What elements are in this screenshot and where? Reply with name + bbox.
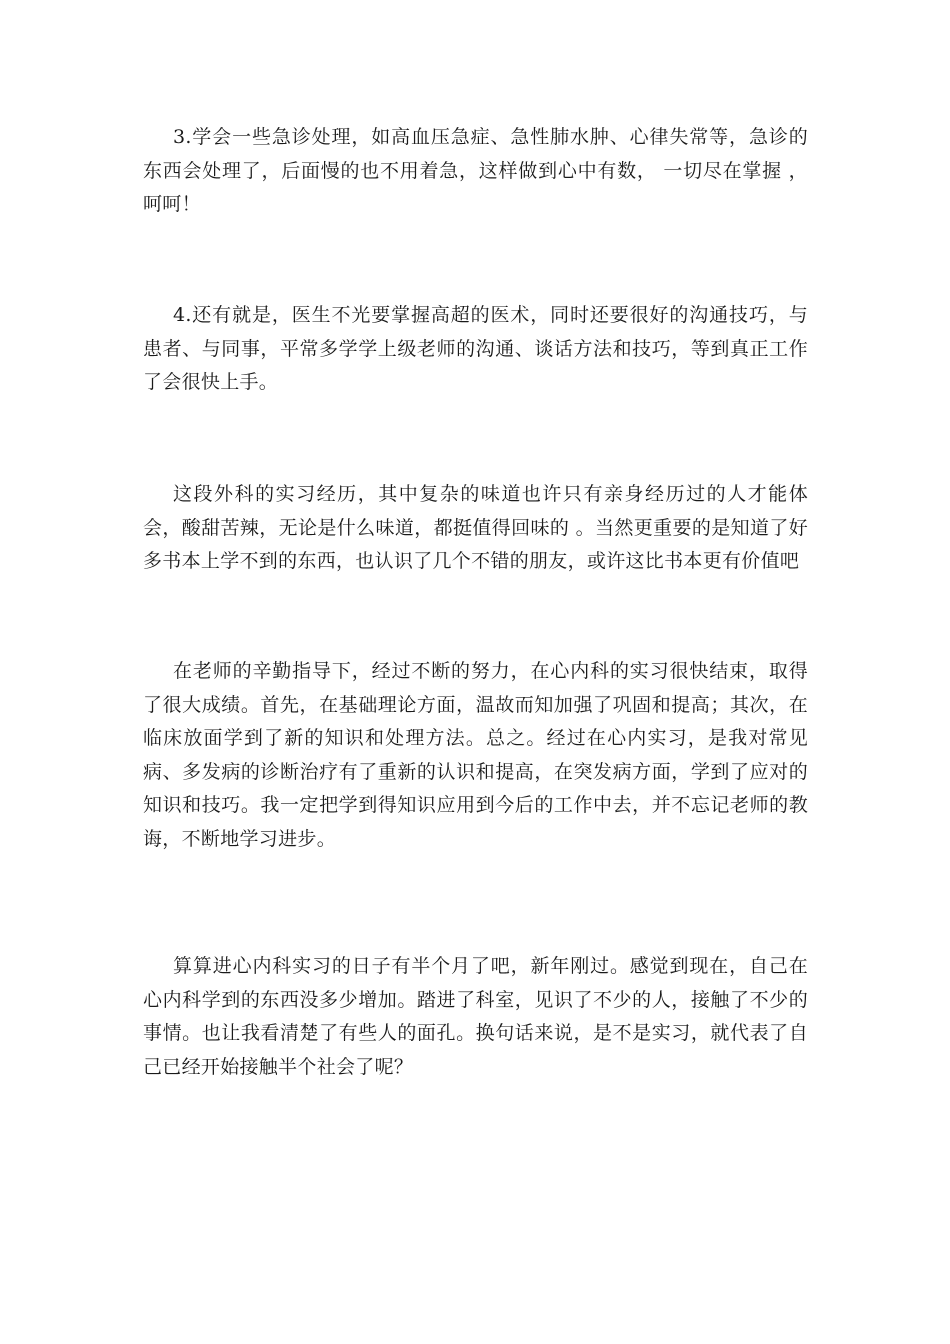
paragraph-cardiology-summary: 在老师的辛勤指导下，经过不断的努力，在心内科的实习很快结束，取得了很大成绩。首先，在基础理论方面，温故而知加强了巩固和提高；其次，在临床放面学到了新的知识和处理方法。总之。经过在心内实习，是我对常见病、多发病的诊断治疗有了重新的认识和提高，在突发病方面，学到了应对的知识和技巧。我一定把学到得知识应用到今后的工作中去，并不忘记老师的教诲，不断地学习进步。 [143, 660, 808, 850]
paragraph-surgery-experience: 这段外科的实习经历，其中复杂的味道也许只有亲身经历过的人才能体会，酸甜苦辣，无论是什么味道，都挺值得回味的 。当然更重要的是知道了好多书本上学不到的东西，也认识了几个不错的朋友，或许这比书本更有价值吧 [143, 483, 808, 572]
paragraph-communication-skills: 4.还有就是，医生不光要掌握高超的医术，同时还要很好的沟通技巧，与患者、与同事，平常多学学上级老师的沟通、谈话方法和技巧，等到真正工作了会很快上手。 [143, 304, 808, 393]
paragraph-emergency-handling: 3.学会一些急诊处理，如高血压急症、急性肺水肿、心律失常等，急诊的东西会处理了，后面慢的也不用着急，这样做到心中有数， 一切尽在掌握 ，呵呵！ [143, 126, 808, 215]
paragraph-cardiology-reflection: 算算进心内科实习的日子有半个月了吧，新年刚过。感觉到现在，自己在心内科学到的东西没多少增加。踏进了科室，见识了不少的人，接触了不少的事情。也让我看清楚了有些人的面孔。换句话来说，是不是实习，就代表了自己已经开始接触半个社会了呢？ [143, 955, 808, 1078]
